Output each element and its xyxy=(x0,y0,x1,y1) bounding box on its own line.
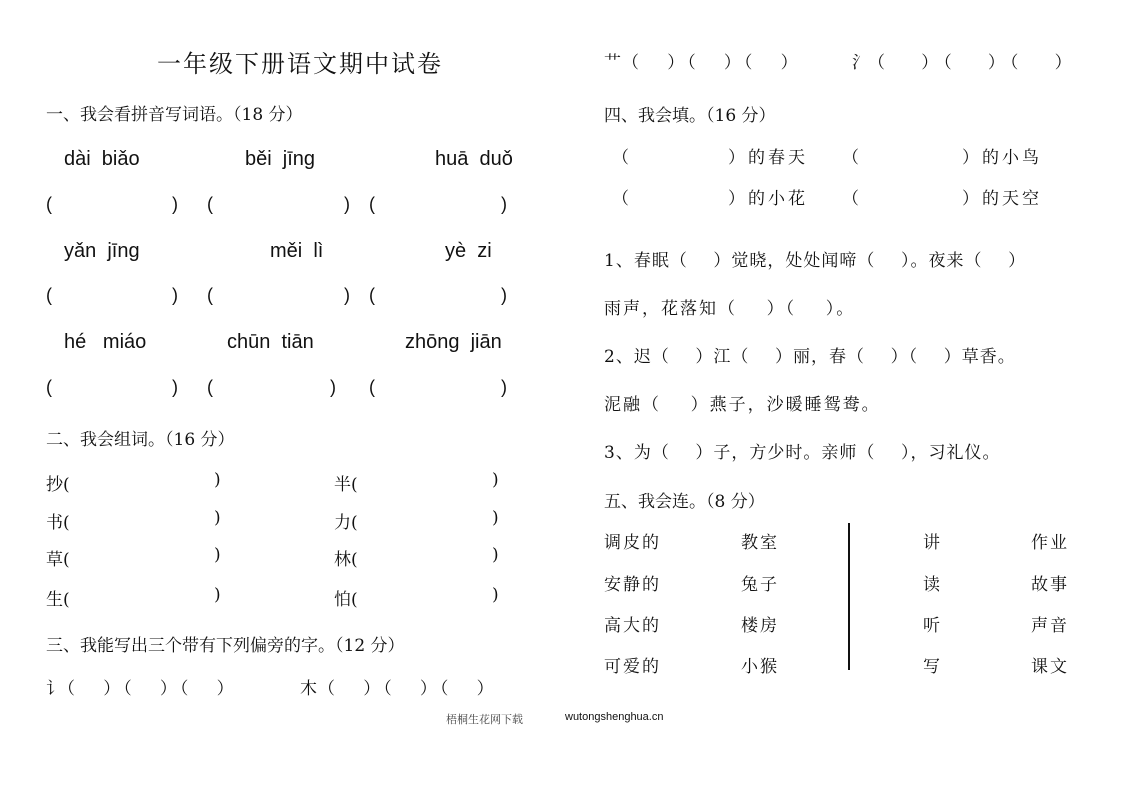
close-paren: ) xyxy=(492,585,499,605)
pinyin-3-1: hé miáo xyxy=(64,331,147,353)
close-paren: ) xyxy=(492,470,499,490)
poem-line-3: 2、迟（ ）江（ ）丽，春（ ）（ ）草香。 xyxy=(604,347,1016,367)
word-char-7: 林( xyxy=(334,550,358,570)
match-noun-4: 小猴 xyxy=(741,657,779,677)
footer-url[interactable]: wutongshenghua.cn xyxy=(565,711,664,723)
match-noun-2: 兔子 xyxy=(741,575,779,595)
match-verb-1: 讲 xyxy=(923,533,940,553)
word-char-4: 生( xyxy=(46,590,70,610)
word-char-1: 抄( xyxy=(46,475,70,495)
match-noun-3: 楼房 xyxy=(741,616,779,636)
radical-shui: 氵 xyxy=(852,53,869,73)
close-paren: ) xyxy=(214,470,221,490)
blank-open: ( xyxy=(207,285,213,305)
close-paren: ) xyxy=(214,545,221,565)
divider-line xyxy=(848,523,850,670)
word-char-8: 怕( xyxy=(334,590,358,610)
blank-open: ( xyxy=(369,194,375,214)
word-char-2: 书( xyxy=(46,513,70,533)
match-adj-4: 可爱的 xyxy=(604,657,661,677)
match-adj-1: 调皮的 xyxy=(604,533,661,553)
blank-open: ( xyxy=(207,377,213,397)
radical-blanks: （ ）（ ）（ ） xyxy=(622,53,801,73)
phrase-open: （ xyxy=(612,189,629,209)
page-title: 一年级下册语文期中试卷 xyxy=(157,50,443,78)
poem-line-4: 泥融（ ）燕子，沙暖睡鸳鸯。 xyxy=(604,395,881,415)
section1-heading: 一、我会看拼音写词语。（18 分） xyxy=(46,105,303,125)
match-object-3: 声音 xyxy=(1031,616,1069,636)
pinyin-3-3: zhōng jiān xyxy=(405,331,502,353)
blank-close: ) xyxy=(330,377,336,397)
pinyin-2-2: měi lì xyxy=(270,240,324,262)
radical-blanks: （ ）（ ）（ ） xyxy=(868,53,1077,73)
close-paren: ) xyxy=(214,508,221,528)
blank-close: ) xyxy=(344,285,350,305)
blank-open: ( xyxy=(46,285,52,305)
match-verb-4: 写 xyxy=(923,657,940,677)
phrase-3: ）的小花 xyxy=(728,189,808,209)
match-object-1: 作业 xyxy=(1031,533,1069,553)
match-adj-2: 安静的 xyxy=(604,575,661,595)
blank-close: ) xyxy=(501,377,507,397)
blank-open: ( xyxy=(207,194,213,214)
section3-heading: 三、我能写出三个带有下列偏旁的字。（12 分） xyxy=(46,636,405,656)
poem-line-2: 雨声，花落知（ ）（ ）。 xyxy=(604,299,856,319)
poem-line-1: 1、春眠（ ）觉晓，处处闻啼（ ）。夜来（ ） xyxy=(604,251,1027,271)
poem-line-5: 3、为（ ）子，方少时。亲师（ ），习礼仪。 xyxy=(604,443,1001,463)
blank-close: ) xyxy=(172,377,178,397)
blank-close: ) xyxy=(501,194,507,214)
pinyin-1-1: dài biǎo xyxy=(64,148,140,170)
match-verb-2: 读 xyxy=(923,575,940,595)
word-char-6: 力( xyxy=(334,513,358,533)
match-object-2: 故事 xyxy=(1031,575,1069,595)
match-adj-3: 高大的 xyxy=(604,616,661,636)
pinyin-3-2: chūn tiān xyxy=(227,331,314,353)
phrase-open: （ xyxy=(612,148,629,168)
footer-site-name: 梧桐生花网下载 xyxy=(446,713,523,726)
match-noun-1: 教室 xyxy=(741,533,779,553)
radical-yan: 讠 xyxy=(46,679,63,699)
blank-close: ) xyxy=(172,194,178,214)
pinyin-1-2: běi jīng xyxy=(245,148,316,170)
phrase-open: （ xyxy=(842,148,859,168)
close-paren: ) xyxy=(492,545,499,565)
section2-heading: 二、我会组词。（16 分） xyxy=(46,430,235,450)
radical-cao: 艹 xyxy=(604,53,621,73)
radical-blanks: （ ）（ ）（ ） xyxy=(58,679,237,699)
blank-open: ( xyxy=(46,377,52,397)
pinyin-1-3: huā duǒ xyxy=(435,148,513,170)
section5-heading: 五、我会连。（8 分） xyxy=(604,492,765,512)
close-paren: ) xyxy=(214,585,221,605)
close-paren: ) xyxy=(492,508,499,528)
blank-open: ( xyxy=(369,285,375,305)
word-char-3: 草( xyxy=(46,550,70,570)
blank-open: ( xyxy=(46,194,52,214)
phrase-2: ）的小鸟 xyxy=(962,148,1042,168)
match-object-4: 课文 xyxy=(1031,657,1069,677)
blank-open: ( xyxy=(369,377,375,397)
blank-close: ) xyxy=(172,285,178,305)
radical-blanks: （ ）（ ）（ ） xyxy=(318,679,497,699)
blank-close: ) xyxy=(501,285,507,305)
phrase-1: ）的春天 xyxy=(728,148,808,168)
radical-mu: 木 xyxy=(300,679,317,699)
section4-heading: 四、我会填。（16 分） xyxy=(604,106,776,126)
pinyin-2-3: yè zi xyxy=(445,240,492,262)
match-verb-3: 听 xyxy=(923,616,940,636)
pinyin-2-1: yǎn jīng xyxy=(64,240,140,262)
phrase-open: （ xyxy=(842,189,859,209)
blank-close: ) xyxy=(344,194,350,214)
phrase-4: ）的天空 xyxy=(962,189,1042,209)
word-char-5: 半( xyxy=(334,475,358,495)
